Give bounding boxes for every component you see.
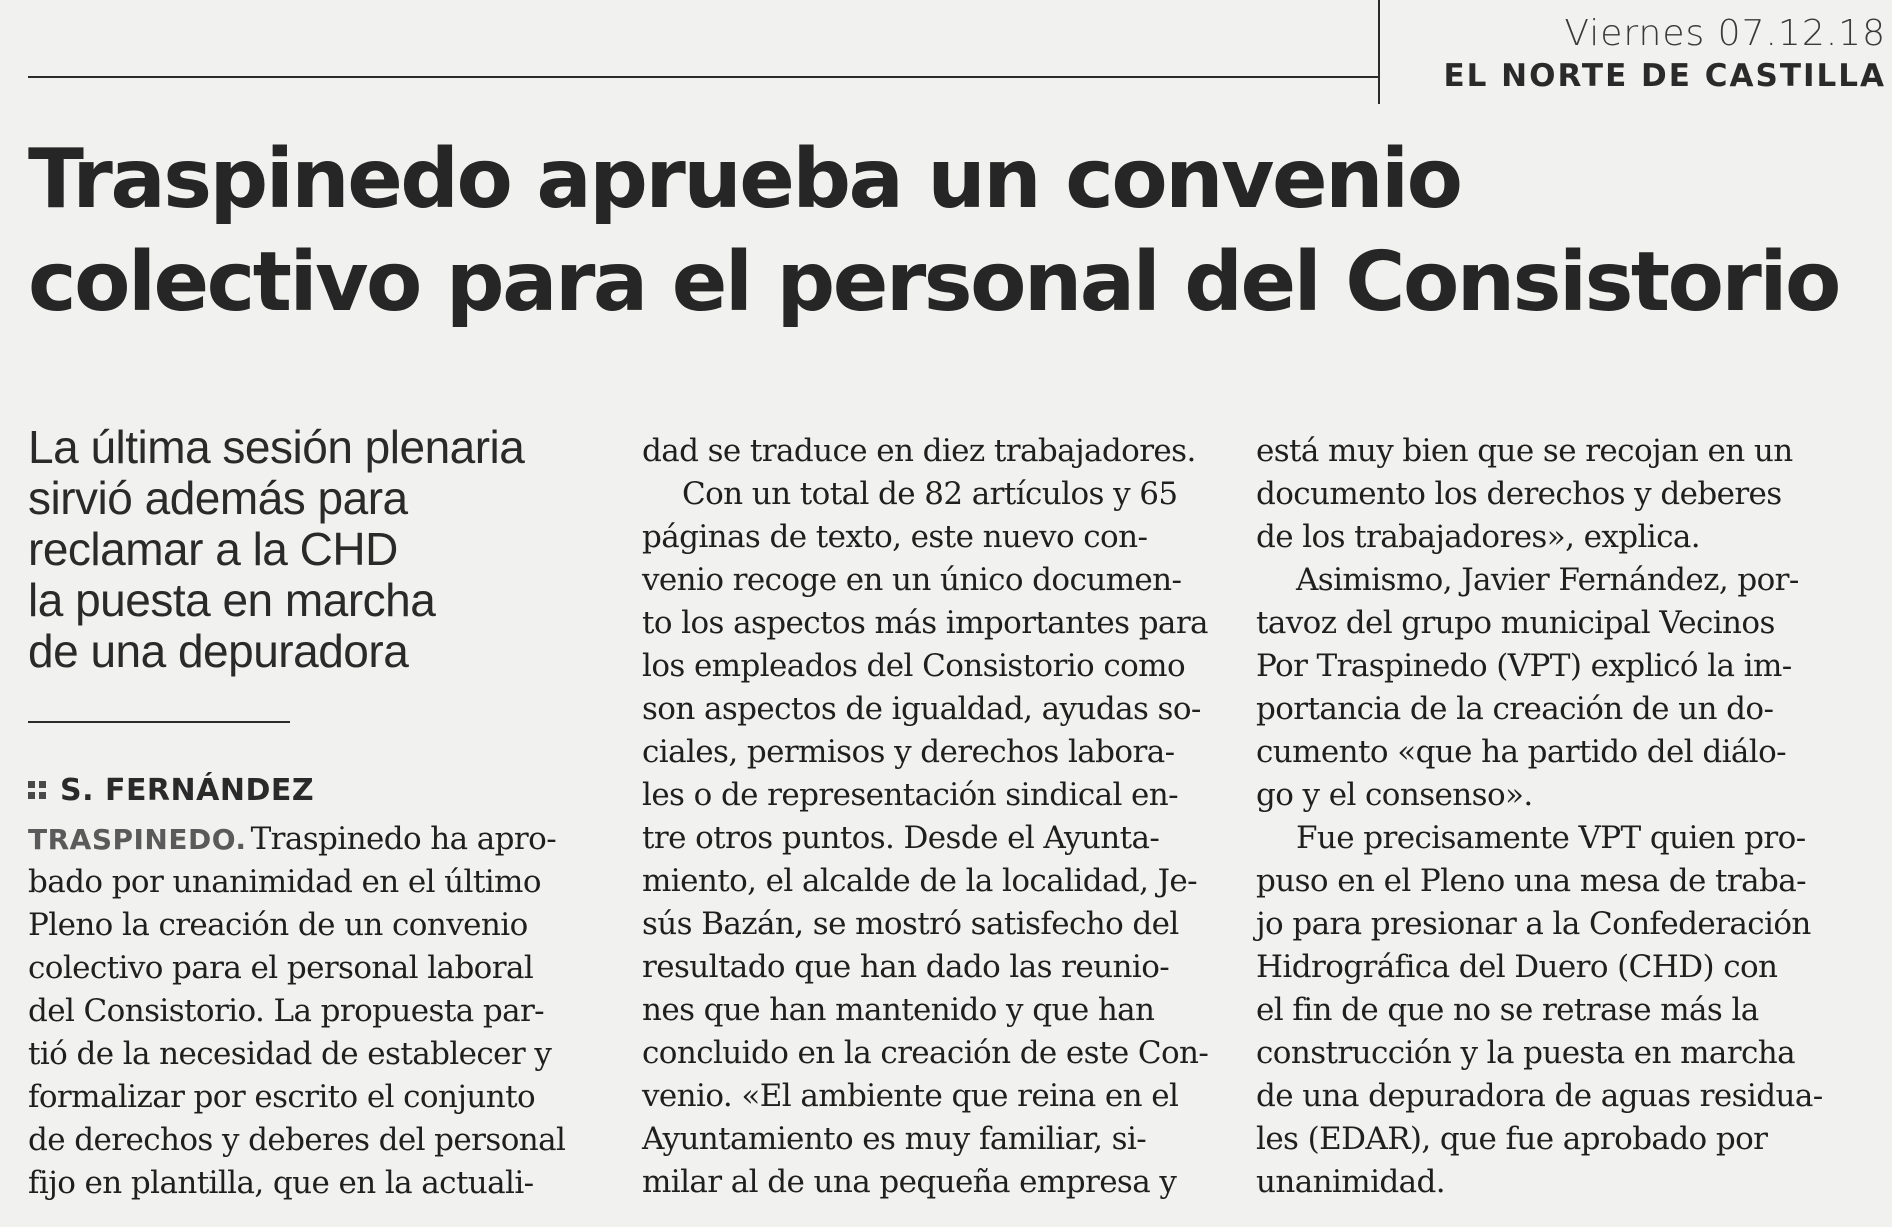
text-line: Ayuntamiento es muy familiar, si- <box>642 1121 1147 1157</box>
byline <box>28 770 314 810</box>
text-line: Pleno la creación de un convenio <box>28 907 528 943</box>
text-line: páginas de texto, este nuevo con- <box>642 519 1148 555</box>
text-line: go y el consenso». <box>1256 777 1533 813</box>
masthead <box>1386 14 1886 98</box>
newspaper-name: EL NORTE DE CASTILLA <box>1443 58 1886 94</box>
headline <box>28 128 1858 334</box>
subheadline-rule <box>28 721 290 723</box>
text-line: concluido en la creación de este Con- <box>642 1035 1209 1071</box>
text-line: Por Traspinedo (VPT) explicó la im- <box>1256 648 1792 684</box>
text-line: ciales, permisos y derechos labora- <box>642 734 1175 770</box>
text-line: tre otros puntos. Desde el Ayunta- <box>642 820 1160 856</box>
text-line: los empleados del Consistorio como <box>642 648 1186 684</box>
text-line: puso en el Pleno una mesa de traba- <box>1256 863 1806 899</box>
author-name: S. FERNÁNDEZ <box>60 772 315 808</box>
text-line: jo para presionar a la Confederación <box>1256 906 1811 942</box>
subheadline-line: sirvió además para <box>28 472 408 524</box>
subheadline-line: la puesta en marcha <box>28 574 436 626</box>
text-line: tavoz del grupo municipal Vecinos <box>1256 605 1775 641</box>
text-line: son aspectos de igualdad, ayudas so- <box>642 691 1201 727</box>
text-line: de derechos y deberes del personal <box>28 1122 566 1158</box>
text-line: formalizar por escrito el conjunto <box>28 1079 536 1115</box>
text-line: unanimidad. <box>1256 1164 1446 1200</box>
article-column-1 <box>28 818 608 1205</box>
article-column-3 <box>1256 430 1836 1204</box>
text-line: sús Bazán, se mostró satisfecho del <box>642 906 1179 942</box>
text-line: les o de representación sindical en- <box>642 777 1179 813</box>
text-line: milar al de una pequeña empresa y <box>642 1164 1177 1200</box>
text-line: el fin de que no se retrase más la <box>1256 992 1759 1028</box>
text-line: venio. «El ambiente que reina en el <box>642 1078 1179 1114</box>
text-line: tió de la necesidad de establecer y <box>28 1036 552 1072</box>
byline-bullet-icon <box>28 781 46 799</box>
header-divider <box>1378 0 1380 104</box>
subheadline-line: reclamar a la CHD <box>28 523 398 575</box>
text-line: portancia de la creación de un do- <box>1256 691 1774 727</box>
text-line: nes que han mantenido y que han <box>642 992 1155 1028</box>
subheadline-line: La última sesión plenaria <box>28 421 525 473</box>
text-line: miento, el alcalde de la localidad, Je- <box>642 863 1198 899</box>
text-line: to los aspectos más importantes para <box>642 605 1208 641</box>
text-line: Asimismo, Javier Fernández, por- <box>1296 562 1799 598</box>
text-line: está muy bien que se recojan en un <box>1256 433 1793 469</box>
article-column-2 <box>642 430 1222 1204</box>
text-line: venio recoge en un único documen- <box>642 562 1182 598</box>
text-line: cumento «que ha partido del diálo- <box>1256 734 1787 770</box>
text-fragment: Traspinedo ha apro- <box>250 821 557 857</box>
text-line: dad se traduce en diez trabajadores. <box>642 433 1196 469</box>
text-line <box>28 818 608 861</box>
text-line: Fue precisamente VPT quien pro- <box>1296 820 1806 856</box>
text-line: fijo en plantilla, que en la actuali- <box>28 1165 534 1201</box>
text-line: construcción y la puesta en marcha <box>1256 1035 1796 1071</box>
text-line: Hidrográfica del Duero (CHD) con <box>1256 949 1778 985</box>
subheadline-line: de una depuradora <box>28 625 409 677</box>
header-rule <box>28 76 1380 78</box>
text-line: del Consistorio. La propuesta par- <box>28 993 545 1029</box>
text-line: documento los derechos y deberes <box>1256 476 1782 512</box>
text-line: resultado que han dado las reunio- <box>642 949 1170 985</box>
dateline: TRASPINEDO. <box>28 823 247 856</box>
text-line: de los trabajadores», explica. <box>1256 519 1701 555</box>
headline-line: colectivo para el personal del Consistorio <box>28 235 1839 330</box>
text-line: de una depuradora de aguas residua- <box>1256 1078 1823 1114</box>
text-line: colectivo para el personal laboral <box>28 950 534 986</box>
text-line: les (EDAR), que fue aprobado por <box>1256 1121 1768 1157</box>
publication-date: Viernes 07.12.18 <box>1564 13 1886 54</box>
text-line: Con un total de 82 artículos y 65 <box>682 476 1178 512</box>
headline-line: Traspinedo aprueba un convenio <box>28 132 1461 227</box>
text-line: bado por unanimidad en el último <box>28 864 541 900</box>
subheadline <box>28 422 588 677</box>
